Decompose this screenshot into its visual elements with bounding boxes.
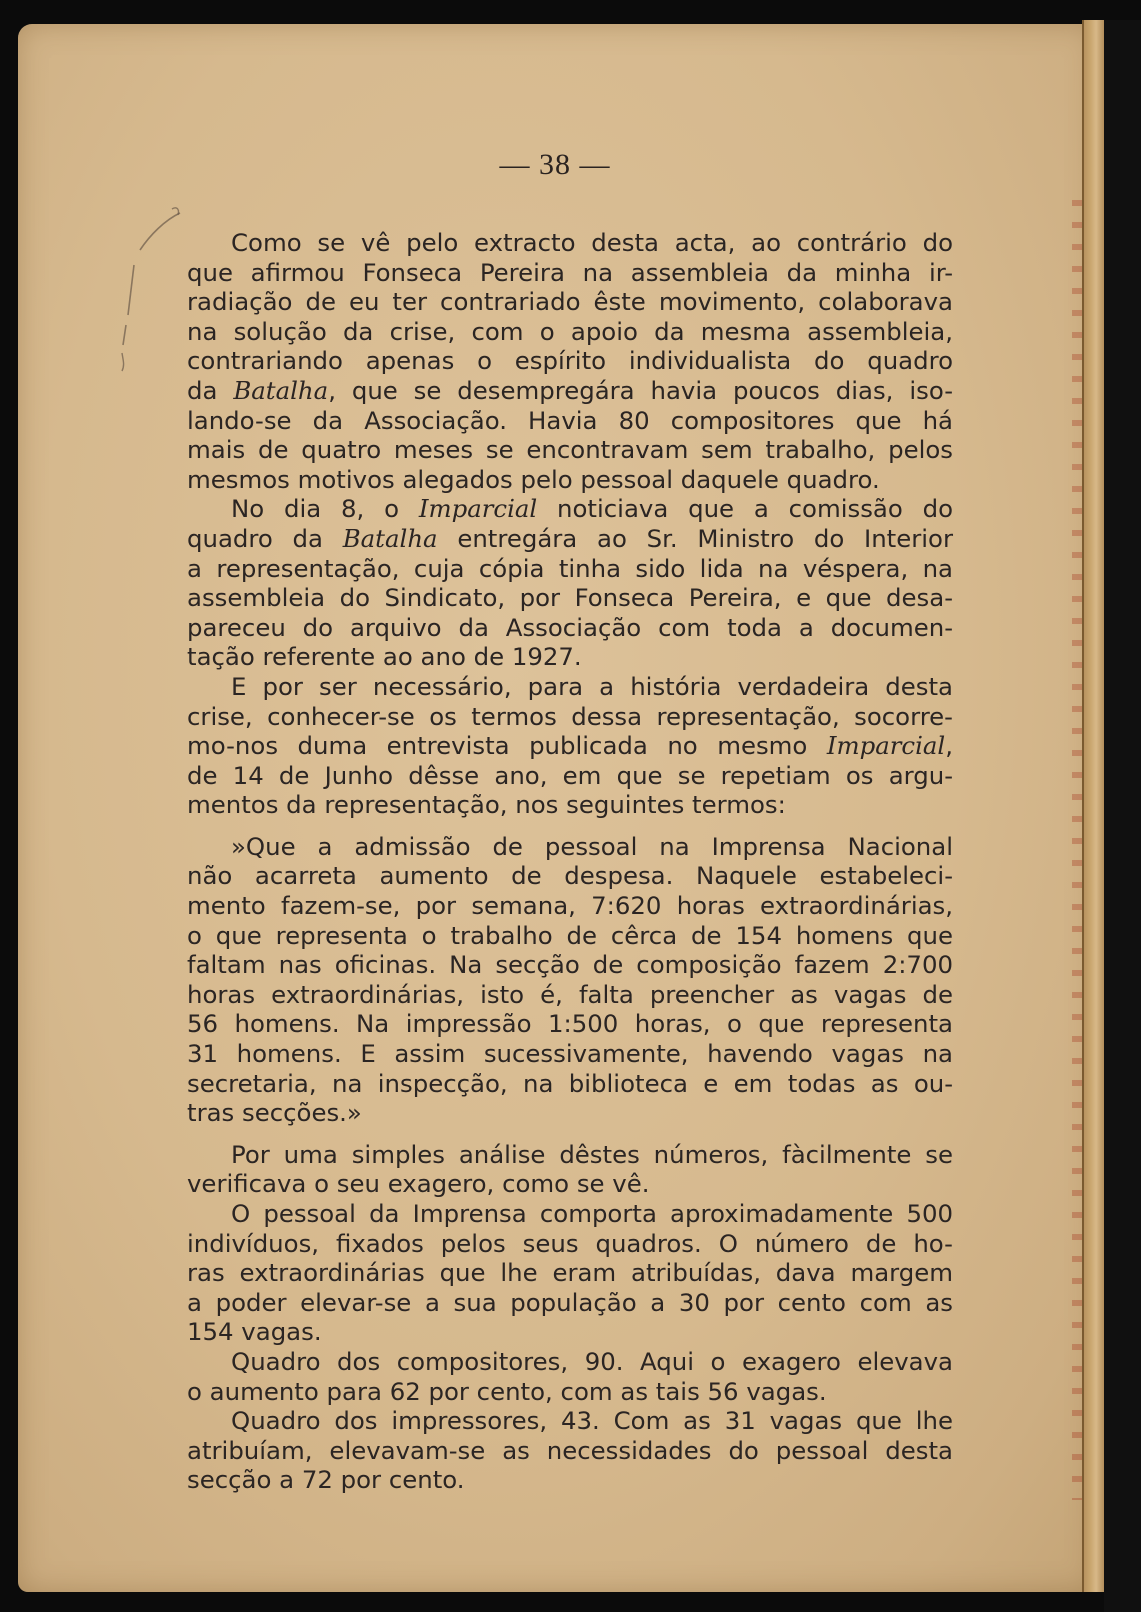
text-line [187,950,953,980]
text-span: horas extraordinárias, isto é, falta preencher as vagas de [187,979,953,1009]
text-span: , que se desempregára havia poucos dias, iso- [328,375,953,405]
text-line [187,376,953,406]
text-span: mentos da representação, nos seguintes termos: [187,790,786,820]
text-span: ras extraordinárias que lhe eram atribuídas, dava margem [187,1258,953,1288]
text-span: 56 homens. Na impressão 1:500 horas, o que representa [187,1009,953,1039]
text-span: que afirmou Fonseca Pereira na assembleia da minha ir- [187,257,953,287]
text-span: verificava o seu exagero, como se vê. [187,1169,650,1199]
text-span: Como se vê pelo extracto desta acta, ao contrário do [231,228,953,257]
text-line [187,317,953,347]
text-line [187,980,953,1010]
text-span: pareceu do arquivo da Associação com toda a documen- [187,612,953,642]
text-line [187,921,953,951]
text-line [187,494,953,524]
text-span: mais de quatro meses se encontravam sem trabalho, pelos [187,435,953,465]
text-line [187,228,953,258]
text-line [187,1009,953,1039]
text-span: não acarreta aumento de despesa. Naquele estabeleci- [187,861,953,891]
text-span: Quadro dos impressores, 43. Com as 31 vagas que lhe [231,1406,953,1436]
italic-title: Imparcial [826,731,946,761]
quoted-interview [187,832,953,1128]
text-line [187,1140,953,1170]
text-line [187,1258,953,1288]
text-span: secretaria, na inspecção, na biblioteca e em todas as ou- [187,1068,953,1098]
text-span: No dia 8, o [231,494,419,524]
text-line [187,731,953,761]
text-span: crise, conhecer-se os termos dessa representação, socorre- [187,701,953,731]
text-span: quadro da [187,523,343,553]
text-line [187,1288,953,1318]
text-span: tação referente ao ano de 1927. [187,642,582,672]
closing-paragraphs [187,1140,953,1495]
text-line [187,790,953,820]
italic-title: Imparcial [418,494,538,524]
text-line [187,1377,953,1407]
text-line [187,1347,953,1377]
text-span: »Que a admissão de pessoal na Imprensa Nacional [231,831,953,861]
text-line [187,702,953,732]
text-span: o que representa o trabalho de cêrca de 154 homens que [187,920,953,950]
text-span: da [187,375,234,405]
text-span: faltam nas oficinas. Na secção de composição fazem 2:700 [187,950,953,980]
text-line [187,761,953,791]
text-line [187,1406,953,1436]
italic-title: Batalha [233,375,329,405]
text-span: atribuíam, elevavam-se as necessidades do pessoal desta [187,1435,953,1465]
text-span: a poder elevar-se a sua população a 30 por cento com as [187,1287,953,1317]
text-span: O pessoal da Imprensa comporta aproximadamente 500 [231,1199,953,1228]
pencil-margin-mark-icon [120,205,190,375]
text-span: Quadro dos compositores, 90. Aqui o exagero elevava [231,1346,953,1376]
text-span: E por ser necessário, para a história verdadeira desta [231,671,953,701]
text-span: na solução da crise, com o apoio da mesma assembleia, [187,316,953,346]
page-number: — 38 — [499,148,611,181]
text-line [187,1098,953,1128]
text-line [187,1465,953,1495]
text-span: radiação de eu ter contrariado êste movimento, colaborava [187,287,953,317]
binding-stain [1072,200,1082,1500]
text-line [187,554,953,584]
text-line [187,1229,953,1259]
main-paragraphs [187,228,953,820]
text-span: mesmos motivos alegados pelo pessoal daquele quadro. [187,464,880,494]
text-line [187,672,953,702]
text-line [187,465,953,495]
page-edge [1082,20,1106,1592]
text-span: 31 homens. E assim sucessivamente, havendo vagas na [187,1039,953,1069]
text-line [187,1169,953,1199]
text-span: , [945,731,953,761]
text-span: a representação, cuja cópia tinha sido lida na véspera, na [187,553,953,583]
text-line [187,891,953,921]
text-line [187,642,953,672]
text-span: mento fazem-se, por semana, 7:620 horas extraordinárias, [187,891,953,921]
text-line [187,1069,953,1099]
text-line [187,861,953,891]
text-span: de 14 de Junho dêsse ano, em que se repetiam os argu- [187,760,953,790]
text-span: indivíduos, fixados pelos seus quadros. O número de ho- [187,1228,953,1258]
text-line [187,406,953,436]
text-span: contrariando apenas o espírito individualista do quadro [187,346,953,376]
text-span: lando-se da Associação. Havia 80 compositores que há [187,405,953,435]
text-line [187,1199,953,1229]
scan-border [1104,20,1141,1612]
italic-title: Batalha [342,523,438,553]
text-span: o aumento para 62 por cento, com as tais 56 vagas. [187,1376,827,1406]
text-line [187,524,953,554]
text-span: 154 vagas. [187,1317,322,1347]
text-line [187,613,953,643]
text-line [187,287,953,317]
body-text [187,228,953,1495]
text-line [187,1317,953,1347]
text-span: mo-nos duma entrevista publicada no mesmo [187,731,827,761]
text-span: Por uma simples análise dêstes números, fàcilmente se [231,1139,953,1169]
text-span: noticiava que a comissão do [537,494,953,524]
text-line [187,1436,953,1466]
text-span: assembleia do Sindicato, por Fonseca Pereira, e que desa- [187,583,953,613]
text-line [187,583,953,613]
text-span: tras secções.» [187,1098,362,1128]
text-span: entregára ao Sr. Ministro do Interior [437,523,954,553]
text-line [187,832,953,862]
text-line [187,258,953,288]
text-span: secção a 72 por cento. [187,1465,465,1495]
text-line [187,1039,953,1069]
text-line [187,435,953,465]
text-line [187,346,953,376]
